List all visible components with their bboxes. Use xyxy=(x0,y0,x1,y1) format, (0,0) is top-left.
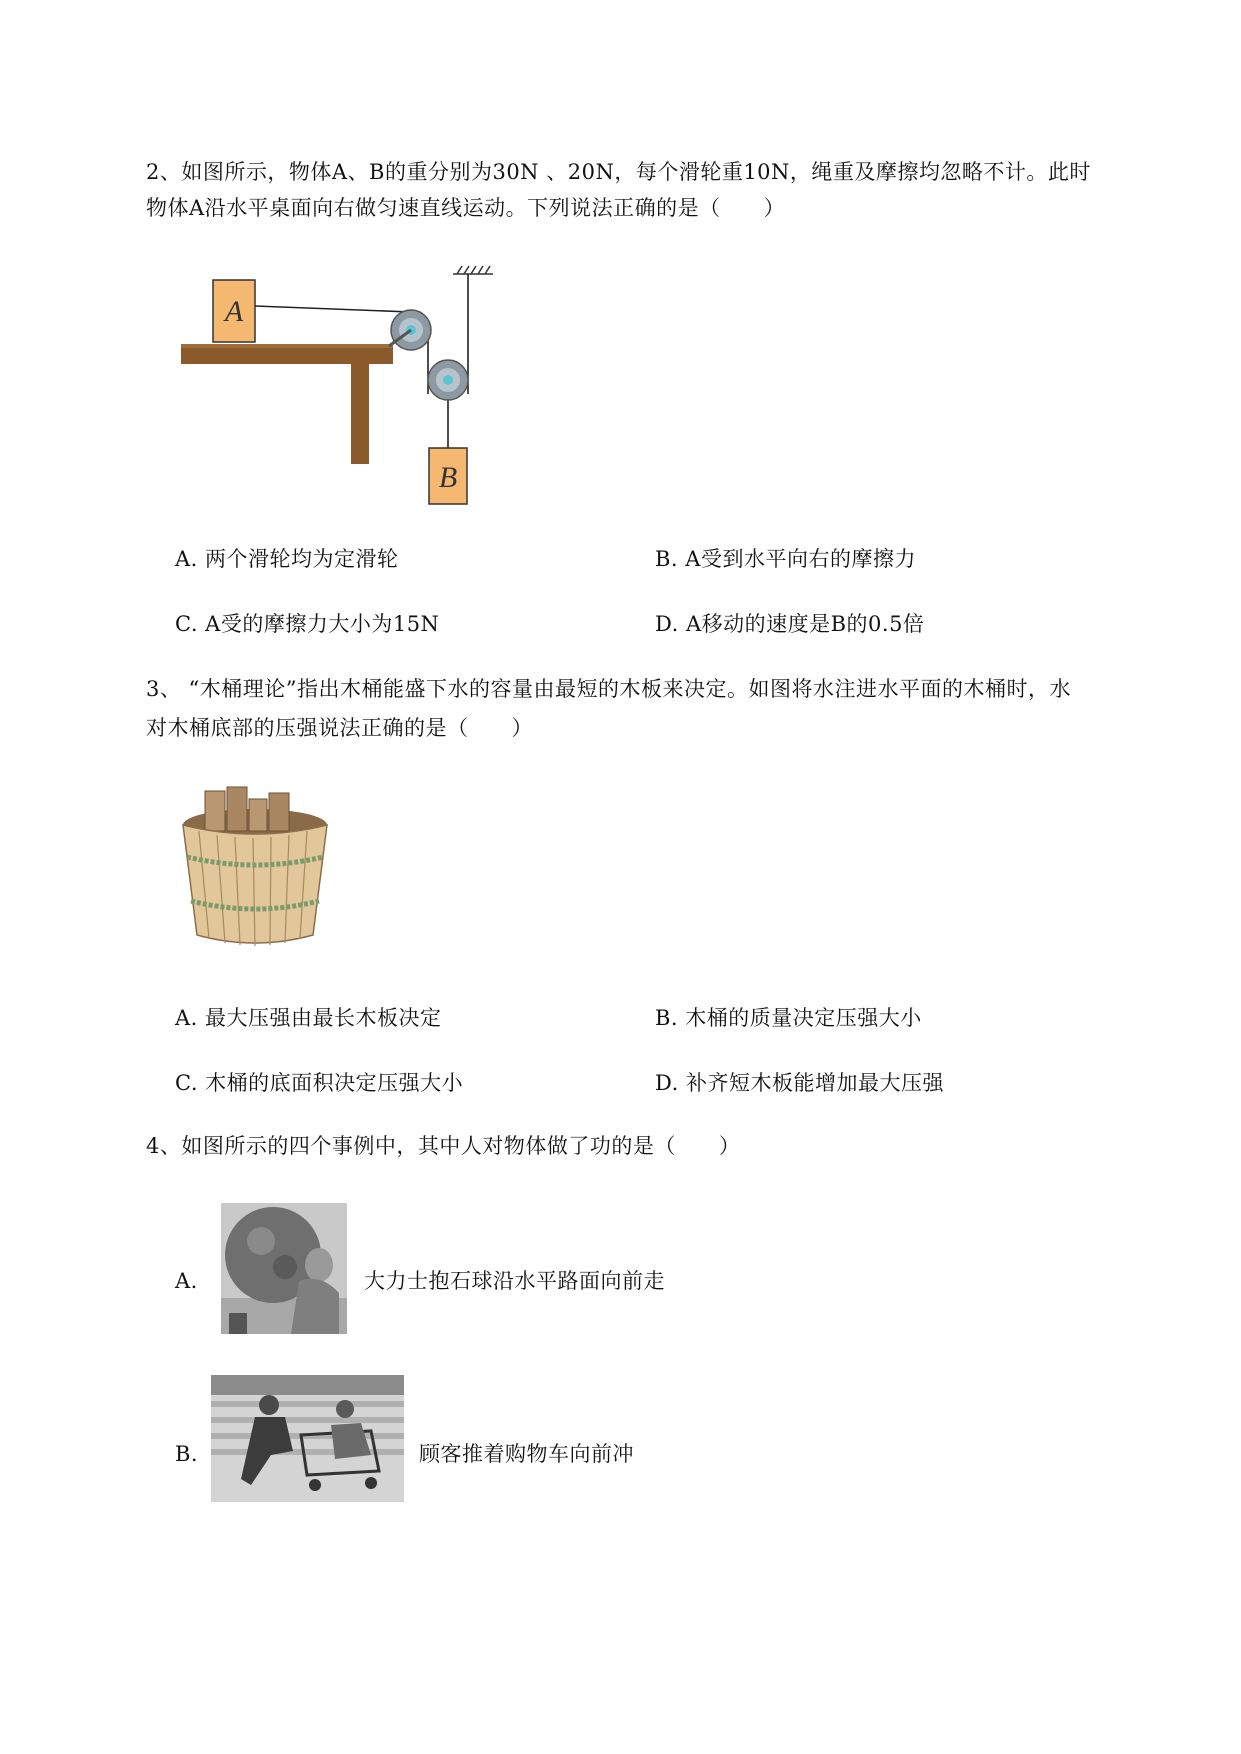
movable-pulley xyxy=(428,360,468,400)
q3-option-d[interactable]: D. 补齐短木板能增加最大压强 xyxy=(655,1071,944,1095)
q2-option-b[interactable]: B. A受到水平向右的摩擦力 xyxy=(655,547,916,571)
table xyxy=(181,344,393,464)
q3-option-a[interactable]: A. 最大压强由最长木板决定 xyxy=(175,1006,442,1030)
pulley-diagram xyxy=(175,262,505,512)
block-b-label: B xyxy=(438,461,458,494)
strongman-photo xyxy=(221,1203,347,1334)
ceiling-support xyxy=(453,266,493,274)
q3-stem-line1: 3、 “木桶理论”指出木桶能盛下水的容量由最短的木板来决定。如图将水注进水平面的木桶时，水 xyxy=(146,677,1072,701)
q4-option-a-text[interactable]: 大力士抱石球沿水平路面向前走 xyxy=(364,1269,665,1293)
q4-option-a-letter[interactable]: A. xyxy=(175,1269,198,1293)
block-a-label: A xyxy=(224,295,244,328)
q4-stem-line1: 4、如图所示的四个事例中，其中人对物体做了功的是（ ） xyxy=(146,1134,741,1158)
q2-option-a[interactable]: A. 两个滑轮均为定滑轮 xyxy=(175,547,399,571)
q3-option-b[interactable]: B. 木桶的质量决定压强大小 xyxy=(655,1006,922,1030)
q3-stem-line2: 对木桶底部的压强说法正确的是（ ） xyxy=(146,716,533,740)
fixed-pulley xyxy=(389,310,431,350)
q2-stem-line1: 2、如图所示，物体A、B的重分别为30N 、20N，每个滑轮重10N，绳重及摩擦均忽略不计。此时 xyxy=(146,160,1091,184)
wooden-bucket-image xyxy=(175,785,335,950)
shopping-cart-photo xyxy=(211,1375,404,1502)
q2-stem-line2: 物体A沿水平桌面向右做匀速直线运动。下列说法正确的是（ ） xyxy=(146,196,786,220)
q2-option-c[interactable]: C. A受的摩擦力大小为15N xyxy=(175,612,440,636)
q4-option-b-letter[interactable]: B. xyxy=(175,1442,199,1466)
q3-option-c[interactable]: C. 木桶的底面积决定压强大小 xyxy=(175,1071,464,1095)
q4-option-b-text[interactable]: 顾客推着购物车向前冲 xyxy=(419,1442,634,1466)
q2-option-d[interactable]: D. A移动的速度是B的0.5倍 xyxy=(655,612,925,636)
